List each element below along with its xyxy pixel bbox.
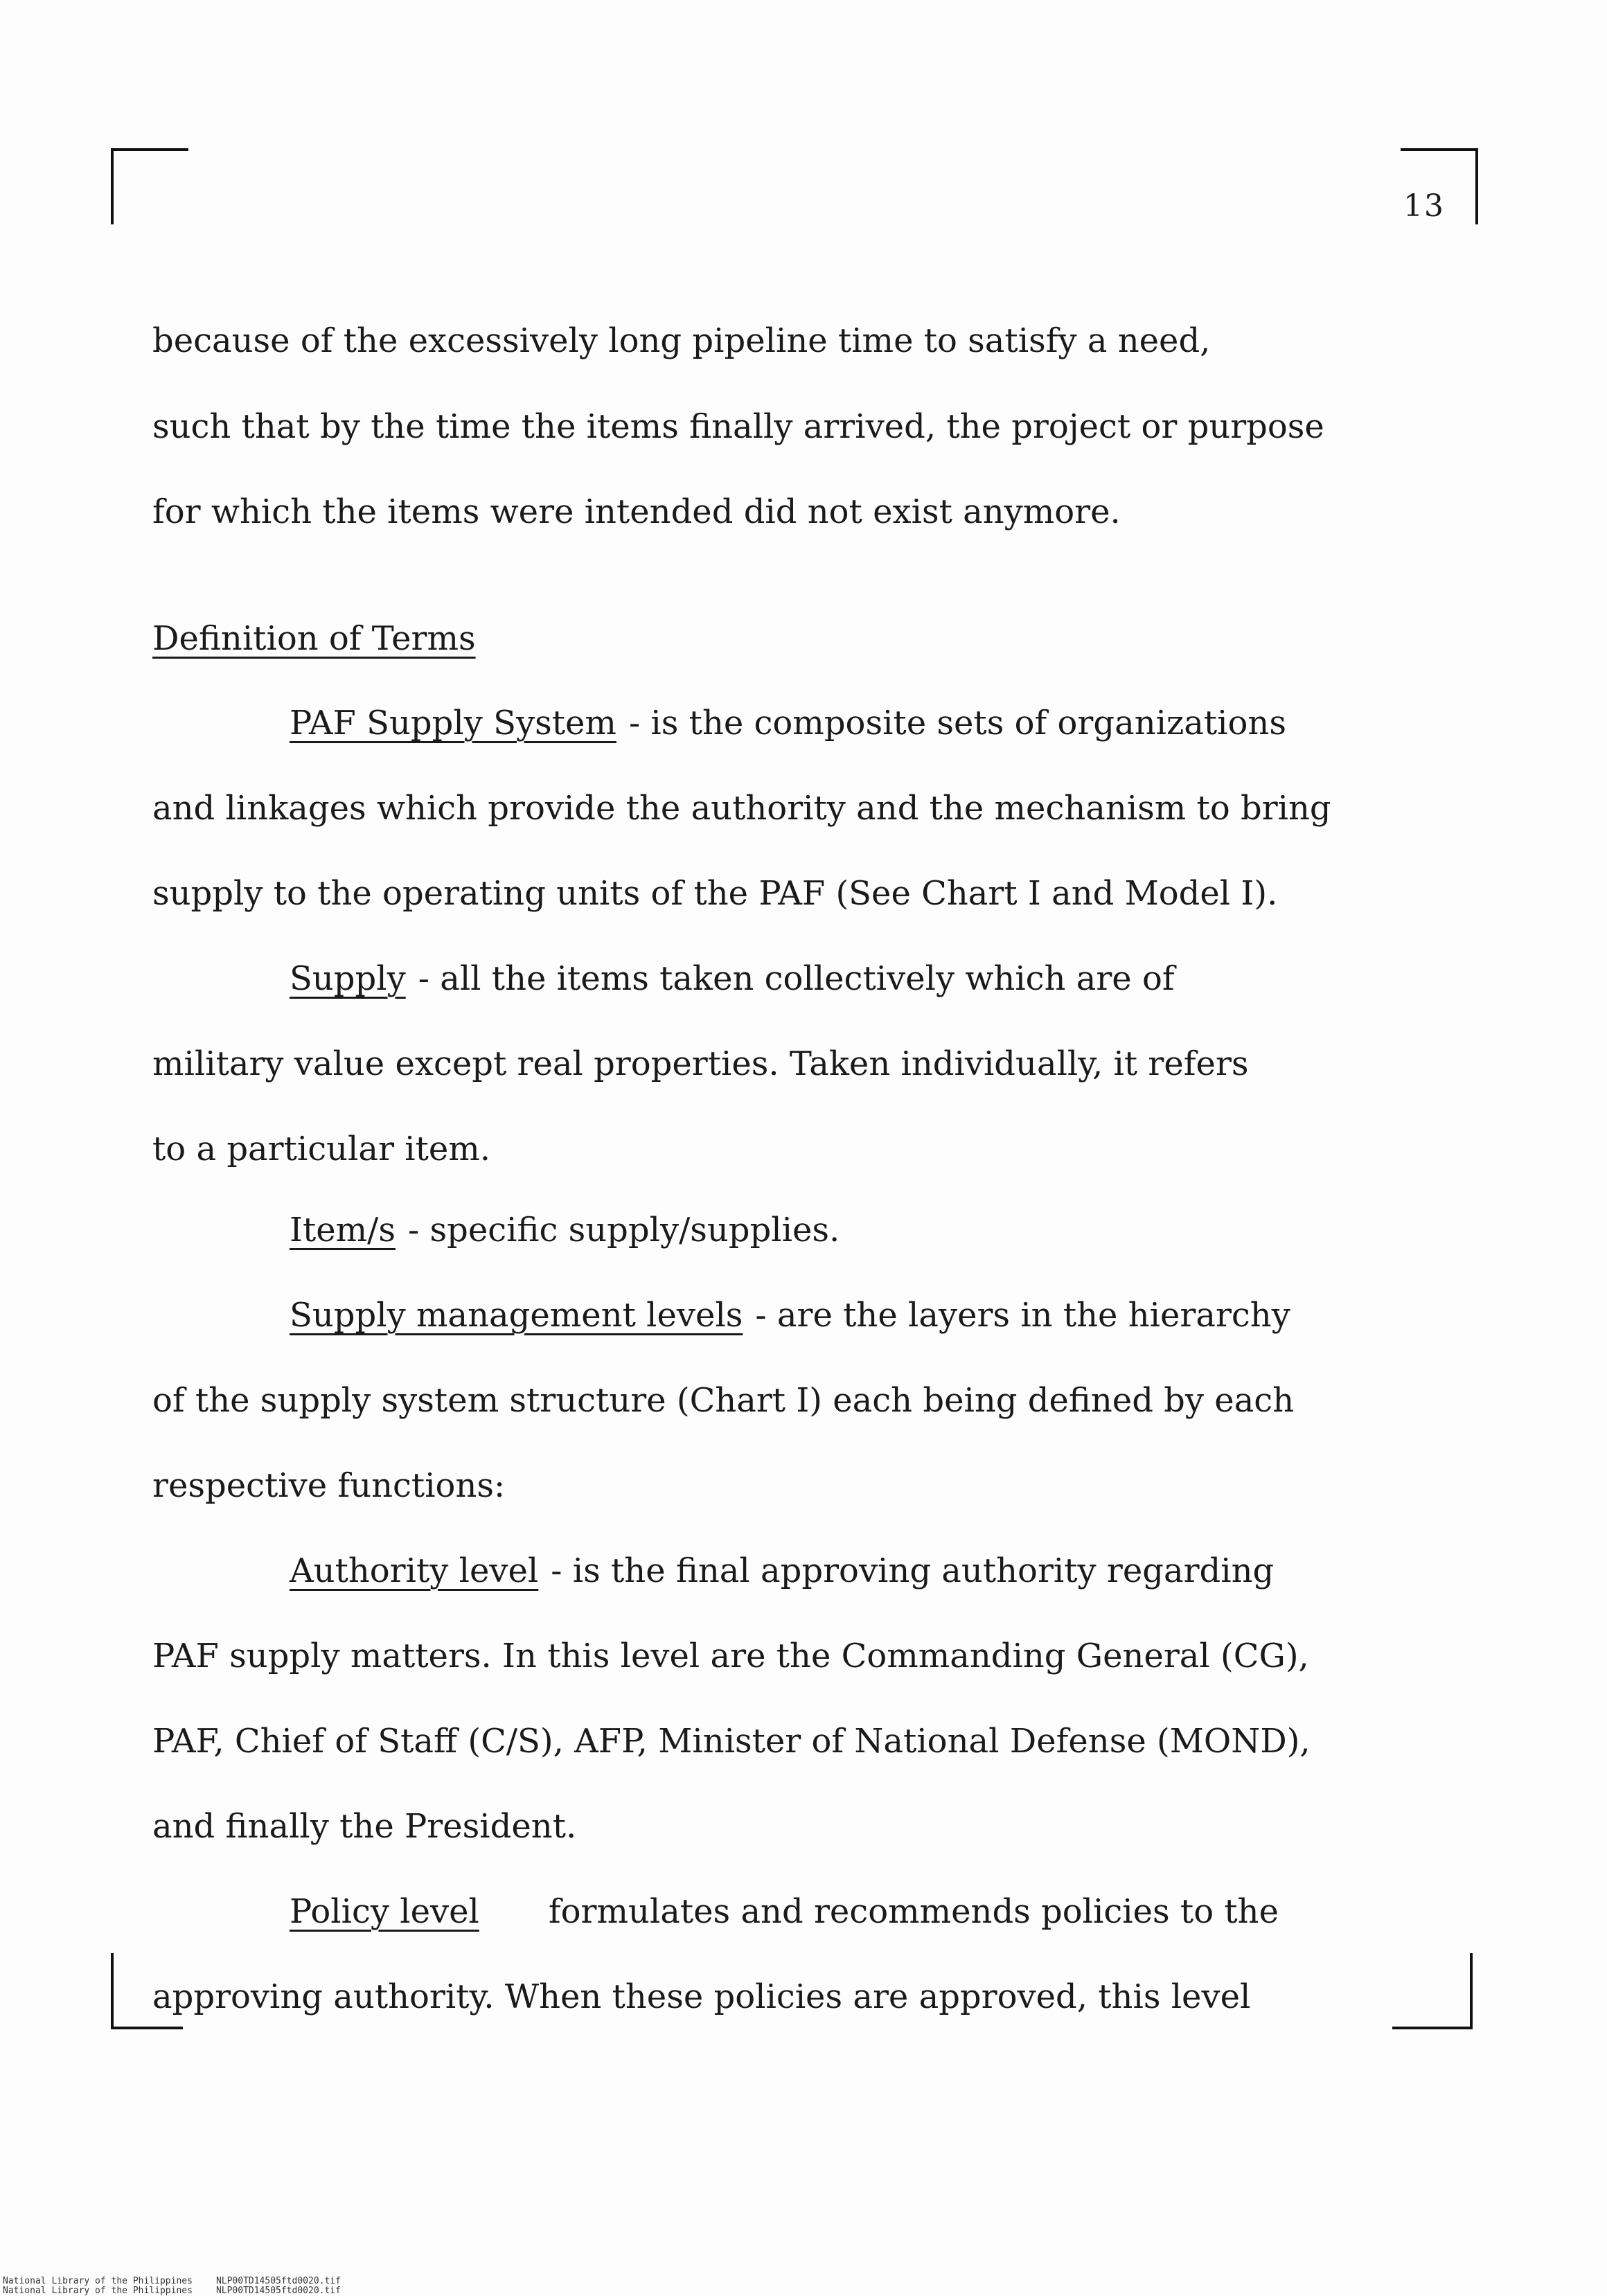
term-label: Supply <box>290 959 406 998</box>
term-definition: - specific supply/supplies. <box>407 1211 840 1249</box>
definition-line: to a particular item. <box>152 1130 491 1168</box>
crop-mark-bottom-right-vertical <box>1470 1953 1473 2029</box>
definition-line: and linkages which provide the authority and the mechanism to bring <box>152 789 1331 828</box>
footer-library: National Library of the Philippines <box>3 2286 193 2296</box>
crop-mark-top-left-horizontal <box>111 148 188 151</box>
crop-mark-bottom-left-vertical <box>111 1953 114 2029</box>
crop-mark-top-left-vertical <box>111 148 114 224</box>
definition-line: supply to the operating units of the PAF (See Chart I and Model I). <box>152 874 1278 913</box>
term-definition: - all the items taken collectively which are of <box>418 959 1175 998</box>
footer-source-stamp <box>3 2286 341 2296</box>
term-label: PAF Supply System <box>290 704 616 742</box>
definition-line: and finally the President. <box>152 1807 577 1846</box>
term-label: Authority level <box>290 1551 539 1590</box>
definition-line: respective functions: <box>152 1466 506 1505</box>
page-number: 13 <box>1403 188 1445 224</box>
crop-mark-bottom-right-horizontal <box>1392 2027 1473 2029</box>
term-label: Supply management levels <box>290 1296 743 1335</box>
crop-mark-bottom-left-horizontal <box>111 2027 183 2029</box>
footer-library: National Library of the Philippines <box>3 2276 193 2286</box>
term-supply-management-levels <box>290 1296 1290 1335</box>
footer-file-id: NLP00TD14505ftd0020.tif <box>215 2286 341 2296</box>
definition-line: PAF, Chief of Staff (C/S), AFP, Minister of National Defense (MOND), <box>152 1722 1311 1761</box>
intro-line-2: such that by the time the items finally arrived, the project or purpose <box>152 407 1324 446</box>
term-label: Item/s <box>290 1211 396 1249</box>
definition-line: approving authority. When these policies are approved, this level <box>152 1977 1251 2016</box>
term-paf-supply-system <box>290 706 1286 740</box>
term-definition: formulates and recommends policies to the <box>548 1892 1279 1931</box>
section-heading: Definition of Terms <box>152 619 476 658</box>
footer-file-id: NLP00TD14505ftd0020.tif <box>215 2276 341 2286</box>
crop-mark-top-right-vertical <box>1475 148 1478 224</box>
definition-line: military value except real properties. Taken individually, it refers <box>152 1044 1249 1083</box>
footer-source-stamp <box>3 2276 341 2286</box>
crop-mark-top-right-horizontal <box>1401 148 1478 151</box>
intro-line-1: because of the excessively long pipeline time to satisfy a need, <box>152 321 1211 360</box>
term-label: Policy level <box>290 1892 479 1931</box>
term-policy-level <box>290 1892 1279 1931</box>
definition-line: PAF supply matters. In this level are the Commanding General (CG), <box>152 1637 1309 1675</box>
term-definition: - is the final approving authority regarding <box>551 1551 1275 1590</box>
term-supply <box>290 959 1175 998</box>
term-definition: - are the layers in the hierarchy <box>755 1296 1290 1335</box>
intro-line-3: for which the items were intended did not exist anymore. <box>152 492 1121 531</box>
term-authority-level <box>290 1551 1275 1590</box>
definition-line: of the supply system structure (Chart I) each being defined by each <box>152 1381 1295 1420</box>
term-items <box>290 1213 840 1247</box>
term-definition: - is the composite sets of organizations <box>628 704 1286 742</box>
